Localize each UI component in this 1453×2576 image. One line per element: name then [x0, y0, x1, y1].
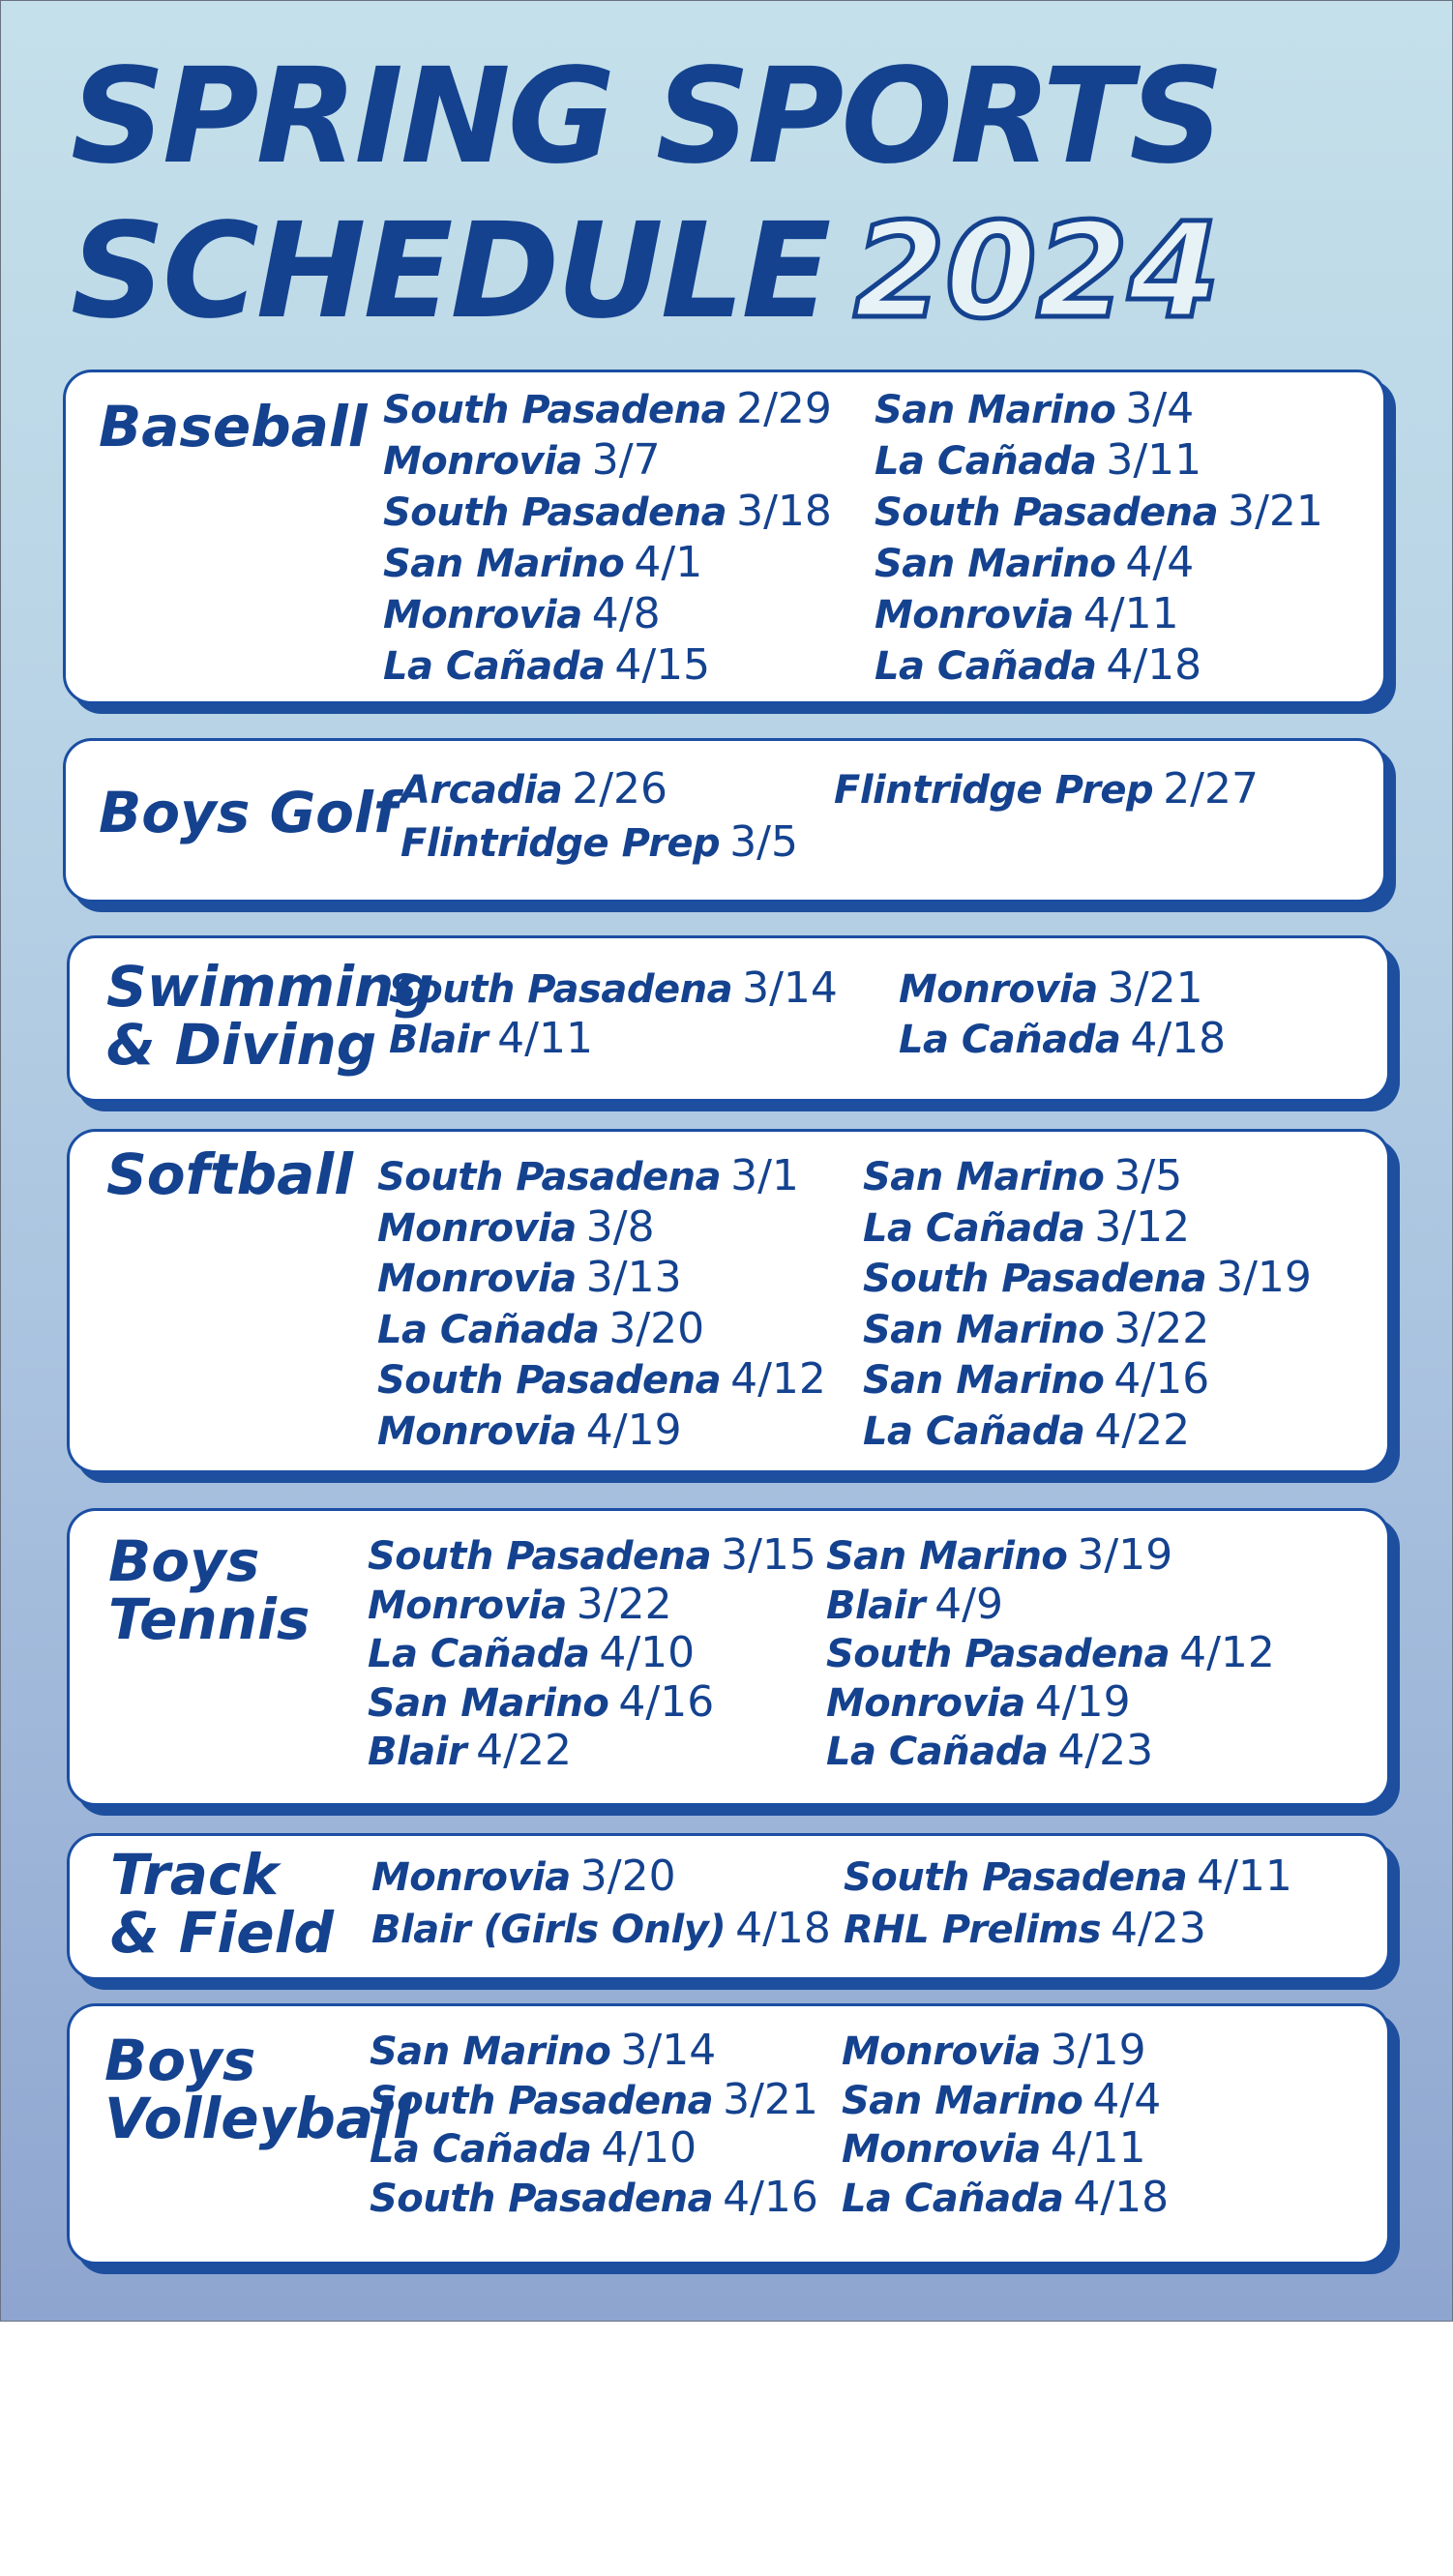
- opponent-name: San Marino: [370, 2029, 611, 2074]
- game-entry: [389, 1014, 593, 1065]
- opponent-name: South Pasadena: [377, 1358, 722, 1403]
- game-date: 4/12: [730, 1354, 826, 1404]
- game-date: 4/23: [1057, 1726, 1154, 1775]
- opponent-name: Monrovia: [377, 1408, 577, 1454]
- game-date: 4/15: [614, 640, 711, 690]
- baseball-heading: [99, 394, 368, 459]
- opponent-name: South Pasadena: [368, 1534, 712, 1579]
- opponent-name: Blair: [368, 1730, 467, 1774]
- game-date: 3/19: [1077, 1530, 1173, 1580]
- game-entry: [377, 1406, 682, 1457]
- game-entry: [875, 640, 1201, 692]
- game-entry: [383, 487, 832, 538]
- title-line-2: [71, 195, 1220, 348]
- opponent-name: La Cañada: [383, 644, 606, 689]
- game-entry: [899, 963, 1203, 1015]
- game-date: 4/18: [1106, 640, 1202, 690]
- opponent-name: Monrovia: [383, 593, 582, 637]
- opponent-name: Blair: [389, 1018, 489, 1062]
- opponent-name: South Pasadena: [383, 490, 727, 535]
- softball-heading: [106, 1141, 353, 1207]
- opponent-name: San Marino: [863, 1307, 1105, 1352]
- game-date: 3/15: [721, 1530, 816, 1580]
- opponent-name: La Cañada: [863, 1205, 1085, 1251]
- game-entry: [371, 1904, 831, 1955]
- game-entry: [842, 2026, 1146, 2077]
- game-entry: [377, 1354, 826, 1406]
- track-field-heading: [110, 1842, 335, 1966]
- sport-name-line: Swimming: [106, 954, 434, 1020]
- game-date: 4/11: [497, 1014, 593, 1063]
- opponent-name: Monrovia: [899, 967, 1098, 1012]
- opponent-name: San Marino: [875, 542, 1116, 586]
- game-date: 4/18: [1130, 1014, 1227, 1063]
- game-date: 3/14: [620, 2026, 717, 2075]
- game-date: 4/12: [1179, 1628, 1275, 1677]
- opponent-name: Monrovia: [842, 2029, 1041, 2074]
- game-date: 4/8: [591, 589, 661, 638]
- boys-golf-panel: [63, 738, 1386, 903]
- game-date: 4/10: [599, 1628, 696, 1677]
- game-date: 4/1: [634, 538, 703, 587]
- game-date: 3/20: [608, 1303, 705, 1353]
- game-date: 3/21: [1107, 963, 1203, 1013]
- opponent-name: South Pasadena: [826, 1632, 1171, 1676]
- opponent-name: La Cañada: [875, 439, 1097, 484]
- game-entry: [875, 384, 1194, 435]
- opponent-name: Monrovia: [377, 1205, 577, 1251]
- game-date: 3/11: [1106, 435, 1202, 485]
- game-entry: [863, 1151, 1182, 1202]
- opponent-name: Flintridge Prep: [400, 821, 721, 866]
- opponent-name: La Cañada: [875, 644, 1097, 689]
- opponent-name: South Pasadena: [370, 2078, 714, 2123]
- game-date: 4/11: [1050, 2123, 1146, 2173]
- game-date: 4/9: [934, 1579, 1003, 1629]
- sport-name-line: Softball: [106, 1141, 353, 1207]
- opponent-name: La Cañada: [370, 2127, 592, 2172]
- game-date: 3/13: [585, 1253, 682, 1302]
- game-date: 4/22: [1094, 1405, 1191, 1455]
- game-date: 2/29: [736, 384, 832, 433]
- game-date: 3/19: [1050, 2026, 1146, 2075]
- opponent-name: South Pasadena: [377, 1155, 722, 1199]
- game-date: 3/14: [742, 963, 838, 1013]
- opponent-name: Monrovia: [371, 1855, 571, 1900]
- game-entry: [875, 589, 1179, 640]
- game-entry: [377, 1151, 799, 1202]
- opponent-name: San Marino: [863, 1358, 1105, 1403]
- baseball-panel: [63, 370, 1386, 704]
- game-entry: [370, 2123, 697, 2175]
- game-entry: [875, 538, 1194, 589]
- game-entry: [844, 1851, 1292, 1903]
- game-date: 4/18: [1073, 2172, 1170, 2222]
- boys-golf-heading: [99, 780, 399, 845]
- game-date: 3/8: [585, 1201, 655, 1252]
- opponent-name: South Pasadena: [844, 1855, 1188, 1900]
- game-entry: [826, 1677, 1131, 1729]
- softball-panel: [67, 1129, 1390, 1473]
- game-entry: [826, 1580, 1003, 1631]
- game-entry: [400, 817, 798, 869]
- game-date: 3/5: [729, 817, 798, 867]
- game-date: 3/1: [730, 1151, 799, 1200]
- game-date: 3/22: [576, 1579, 672, 1629]
- opponent-name: Monrovia: [842, 2127, 1041, 2172]
- game-entry: [368, 1628, 695, 1679]
- game-entry: [377, 1202, 655, 1254]
- game-date: 4/16: [723, 2172, 818, 2222]
- game-date: 3/7: [591, 435, 661, 485]
- game-date: 3/22: [1113, 1303, 1210, 1353]
- game-entry: [899, 1014, 1226, 1065]
- opponent-name: RHL Prelims: [844, 1908, 1102, 1952]
- game-entry: [863, 1202, 1190, 1254]
- boys-tennis-heading: [108, 1528, 311, 1652]
- game-entry: [842, 2123, 1146, 2175]
- opponent-name: Monrovia: [826, 1680, 1025, 1726]
- opponent-name: Blair (Girls Only): [371, 1908, 726, 1952]
- game-date: 3/5: [1113, 1151, 1183, 1200]
- game-date: 4/18: [735, 1904, 831, 1953]
- game-entry: [875, 487, 1323, 538]
- opponent-name: Monrovia: [377, 1257, 577, 1301]
- game-entry: [400, 764, 667, 815]
- opponent-name: Blair: [826, 1583, 926, 1628]
- sport-name-line: Boys Golf: [99, 780, 399, 845]
- opponent-name: La Cañada: [368, 1632, 590, 1676]
- game-entry: [370, 2173, 818, 2224]
- game-date: 2/27: [1163, 764, 1259, 814]
- title-line-1: SPRING SPORTS: [71, 41, 1222, 193]
- title-year: 2024: [853, 195, 1220, 348]
- opponent-name: La Cañada: [899, 1018, 1121, 1062]
- opponent-name: South Pasadena: [383, 388, 727, 432]
- opponent-name: South Pasadena: [389, 967, 733, 1012]
- sport-name-line: Tennis: [108, 1586, 311, 1652]
- game-date: 3/4: [1125, 384, 1195, 433]
- opponent-name: Monrovia: [875, 593, 1074, 637]
- opponent-name: South Pasadena: [875, 490, 1219, 535]
- game-date: 4/11: [1082, 589, 1179, 638]
- opponent-name: Flintridge Prep: [834, 768, 1154, 813]
- sport-name-line: Baseball: [99, 394, 368, 459]
- game-entry: [383, 384, 832, 435]
- game-date: 4/23: [1111, 1904, 1206, 1953]
- sport-name-line: Track: [110, 1842, 279, 1908]
- sport-name-line: & Diving: [106, 1012, 377, 1078]
- opponent-name: South Pasadena: [370, 2176, 714, 2221]
- opponent-name: Monrovia: [383, 439, 582, 484]
- game-entry: [863, 1253, 1312, 1304]
- game-entry: [863, 1406, 1190, 1457]
- game-date: 4/22: [476, 1726, 572, 1775]
- game-entry: [826, 1530, 1172, 1582]
- game-date: 3/21: [1228, 487, 1323, 536]
- game-date: 2/26: [572, 764, 668, 814]
- opponent-name: San Marino: [826, 1534, 1068, 1579]
- sport-name-line: & Field: [110, 1900, 335, 1966]
- game-date: 4/11: [1197, 1851, 1292, 1901]
- game-entry: [844, 1904, 1206, 1955]
- opponent-name: Monrovia: [368, 1583, 567, 1628]
- sport-name-line: Volleyball: [104, 2086, 412, 2151]
- boys-tennis-panel: [67, 1508, 1390, 1806]
- sport-name-line: Boys: [108, 1528, 260, 1594]
- boys-volleyball-panel: [67, 2003, 1390, 2265]
- boys-volleyball-heading: [104, 2028, 412, 2151]
- game-date: 3/12: [1094, 1201, 1191, 1252]
- opponent-name: San Marino: [875, 388, 1116, 432]
- game-entry: [368, 1580, 672, 1631]
- game-entry: [383, 640, 710, 692]
- opponent-name: Arcadia: [400, 768, 563, 813]
- game-date: 4/4: [1092, 2074, 1162, 2124]
- game-date: 3/19: [1216, 1253, 1312, 1302]
- opponent-name: San Marino: [383, 542, 625, 586]
- game-date: 4/19: [1034, 1676, 1131, 1727]
- game-entry: [875, 435, 1201, 487]
- game-entry: [834, 764, 1259, 815]
- sport-name-line: Boys: [104, 2028, 256, 2093]
- game-entry: [383, 589, 661, 640]
- swimming-diving-panel: [67, 935, 1390, 1102]
- game-date: 3/18: [736, 487, 832, 536]
- game-entry: [389, 963, 838, 1015]
- game-entry: [368, 1726, 572, 1777]
- opponent-name: La Cañada: [842, 2176, 1064, 2221]
- game-date: 4/19: [585, 1405, 682, 1455]
- game-entry: [826, 1628, 1275, 1679]
- game-date: 4/4: [1125, 538, 1195, 587]
- game-entry: [863, 1304, 1209, 1355]
- game-entry: [368, 1677, 714, 1729]
- game-entry: [370, 2026, 716, 2077]
- game-entry: [842, 2173, 1169, 2224]
- game-date: 4/16: [1113, 1354, 1210, 1404]
- game-date: 3/20: [579, 1851, 676, 1901]
- game-entry: [842, 2075, 1161, 2126]
- track-field-panel: [67, 1833, 1390, 1980]
- game-entry: [368, 1530, 816, 1582]
- game-entry: [863, 1354, 1209, 1406]
- game-entry: [377, 1304, 704, 1355]
- game-entry: [377, 1253, 682, 1304]
- game-entry: [826, 1726, 1153, 1777]
- game-entry: [383, 538, 702, 589]
- swimming-diving-heading: [106, 954, 434, 1078]
- opponent-name: San Marino: [368, 1680, 609, 1726]
- game-entry: [383, 435, 661, 487]
- opponent-name: San Marino: [842, 2078, 1083, 2123]
- game-date: 4/10: [601, 2123, 697, 2173]
- game-date: 4/16: [618, 1676, 715, 1727]
- game-entry: [371, 1851, 676, 1903]
- opponent-name: La Cañada: [826, 1730, 1049, 1774]
- title-schedule-word: SCHEDULE: [71, 195, 829, 348]
- game-entry: [370, 2075, 818, 2126]
- game-date: 3/21: [723, 2074, 818, 2124]
- opponent-name: San Marino: [863, 1155, 1105, 1199]
- opponent-name: South Pasadena: [863, 1257, 1207, 1301]
- opponent-name: La Cañada: [377, 1307, 600, 1352]
- opponent-name: La Cañada: [863, 1408, 1085, 1454]
